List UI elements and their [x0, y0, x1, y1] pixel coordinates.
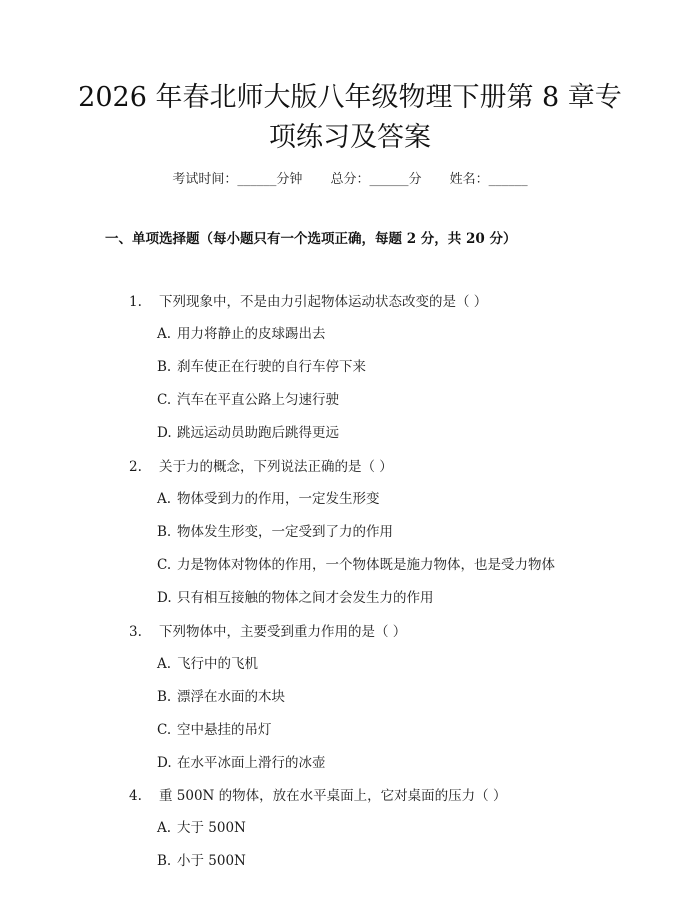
question-text: 关于力的概念，下列说法正确的是（ ）: [159, 459, 393, 475]
question-3-option-c: [157, 718, 272, 738]
option-text: 跳远运动员助跑后跳得更远: [177, 425, 339, 441]
question-number: 1.: [129, 294, 142, 310]
student-name-blank: ______: [488, 172, 528, 187]
exam-score-unit: 分: [408, 172, 422, 187]
option-text: 飞行中的飞机: [177, 656, 258, 672]
option-text: 力是物体对物体的作用，一个物体既是施力物体，也是受力物体: [177, 557, 555, 573]
title-line-2: 项练习及答案: [269, 122, 431, 153]
question-3-option-b: [157, 685, 285, 705]
question-2-option-b: [157, 520, 393, 540]
question-4-option-a: [157, 816, 246, 836]
option-text: 汽车在平直公路上匀速行驶: [177, 392, 339, 408]
option-text: 只有相互接触的物体之间才会发生力的作用: [177, 590, 434, 606]
question-1-option-a: [157, 322, 326, 342]
option-text: 在水平冰面上滑行的冰壶: [177, 755, 326, 771]
option-text: 用力将静止的皮球踢出去: [177, 326, 326, 342]
option-letter: A.: [157, 326, 172, 342]
option-letter: D.: [157, 755, 172, 771]
option-letter: B.: [157, 359, 172, 375]
question-2-option-a: [157, 487, 380, 507]
exam-score: [330, 168, 421, 187]
exam-time-blank: ______: [237, 172, 277, 187]
option-letter: A.: [157, 656, 172, 672]
question-4-option-b: [157, 849, 246, 869]
option-letter: B.: [157, 524, 172, 540]
question-2-option-d: [157, 586, 434, 606]
question-1-option-b: [157, 355, 366, 375]
option-text: 漂浮在水面的木块: [177, 689, 285, 705]
question-number: 3.: [129, 624, 142, 640]
option-letter: C.: [157, 722, 172, 738]
question-4: [129, 784, 506, 804]
exam-time-unit: 分钟: [276, 172, 303, 187]
exam-time: [172, 168, 302, 187]
exam-meta: [0, 168, 700, 187]
option-letter: D.: [157, 590, 172, 606]
option-text: 物体受到力的作用，一定发生形变: [177, 491, 380, 507]
question-1: [129, 290, 487, 310]
option-letter: C.: [157, 392, 172, 408]
option-text: 刹车使正在行驶的自行车停下来: [177, 359, 366, 375]
question-number: 4.: [129, 788, 142, 804]
option-letter: C.: [157, 557, 172, 573]
student-name: [450, 168, 528, 187]
question-3: [129, 620, 406, 640]
option-letter: A.: [157, 820, 172, 836]
question-text: 下列现象中，不是由力引起物体运动状态改变的是（ ）: [159, 294, 488, 310]
question-3-option-a: [157, 652, 258, 672]
document-title: [60, 78, 640, 158]
question-number: 2.: [129, 459, 142, 475]
exam-time-label: 考试时间：: [172, 172, 238, 187]
exam-score-label: 总分：: [330, 172, 370, 187]
option-letter: D.: [157, 425, 172, 441]
question-1-option-c: [157, 388, 339, 408]
question-2-option-c: [157, 553, 555, 573]
title-line-1: 2026 年春北师大版八年级物理下册第 8 章专: [78, 82, 622, 113]
question-3-option-d: [157, 751, 326, 771]
option-letter: B.: [157, 689, 172, 705]
option-letter: B.: [157, 853, 172, 869]
student-name-label: 姓名：: [449, 172, 489, 187]
exam-score-blank: ______: [369, 172, 409, 187]
option-text: 大于 500N: [177, 820, 246, 836]
question-2: [129, 455, 393, 475]
question-text: 下列物体中，主要受到重力作用的是（ ）: [159, 624, 407, 640]
option-letter: A.: [157, 491, 172, 507]
option-text: 小于 500N: [177, 853, 246, 869]
section-heading: 一、单项选择题（每小题只有一个选项正确，每题 2 分，共 20 分）: [105, 231, 517, 247]
question-1-option-d: [157, 421, 339, 441]
option-text: 物体发生形变，一定受到了力的作用: [177, 524, 393, 540]
question-text: 重 500N 的物体，放在水平桌面上，它对桌面的压力（ ）: [159, 788, 507, 804]
option-text: 空中悬挂的吊灯: [177, 722, 272, 738]
